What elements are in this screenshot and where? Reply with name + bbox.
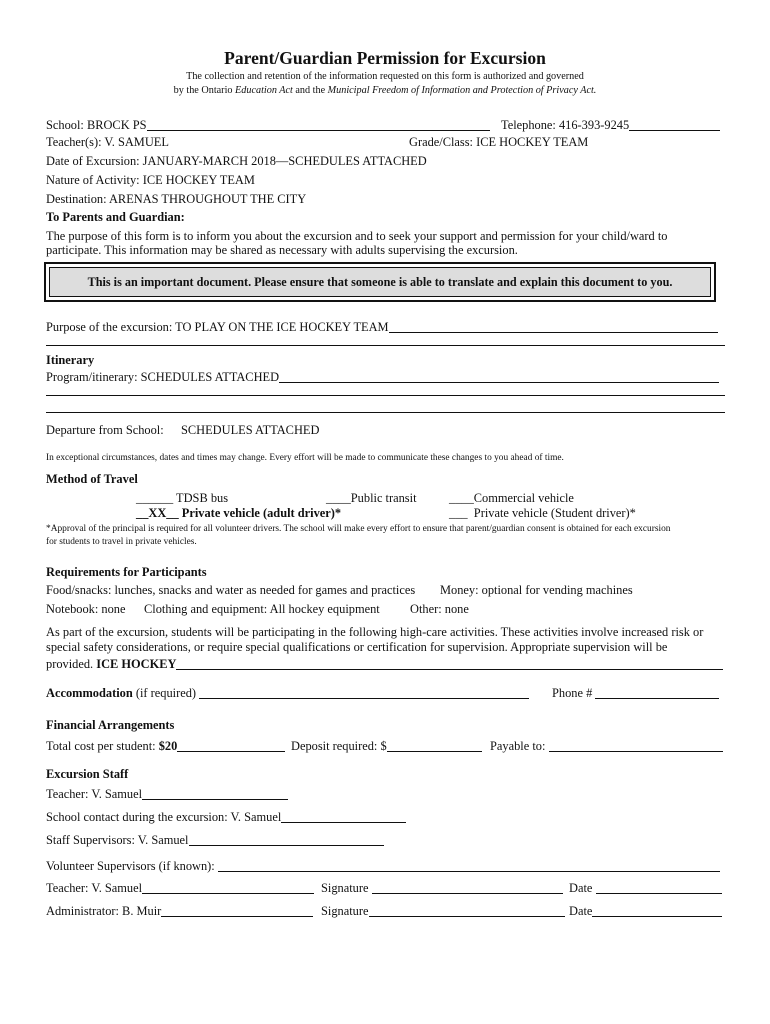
accommodation-suffix: (if required) [132,686,197,700]
money-field: Money: optional for vending machines [440,583,633,597]
approval-note-1: *Approval of the principal is required for all volunteer drivers. The school will make every effort to ensure that parent/guardian consent is obtained for each excursion [46,524,671,534]
form-title: Parent/Guardian Permission for Excursion [224,48,546,68]
important-notice: This is an important document. Please ensure that someone is able to translate and explain this document to you. [49,267,711,297]
private-adult-option[interactable] [136,506,341,521]
high-care-activity: ICE HOCKEY [96,657,177,671]
teacher-date-line [596,881,722,894]
important-notice-box [44,262,716,302]
date-label: Date [569,881,593,895]
staff-heading: Excursion Staff [46,767,129,781]
tdsb-bus-option[interactable] [136,491,228,506]
total-cost-value: $20 [158,739,178,753]
staff-teacher-field[interactable] [46,785,288,802]
volunteer-label: Volunteer Supervisors (if known): [46,859,215,873]
admin-date-field[interactable] [569,902,722,919]
sign-teacher-label: Teacher: V. Samuel [46,881,143,895]
intro-line-1: The collection and retention of the information requested on this form is authorized and governed [186,71,584,82]
payable-field[interactable] [490,737,723,754]
total-cost-line [177,739,285,752]
commercial-label: Commercial vehicle [473,491,574,505]
purpose-text-2: participate. This information may be shared as necessary with adults supervising the excursion. [46,243,518,257]
destination-field: Destination: ARENAS THROUGHOUT THE CITY [46,192,307,206]
blank-line [46,345,725,346]
nature-field: Nature of Activity: ICE HOCKEY TEAM [46,173,255,187]
school-label: School: BROCK PS [46,118,147,132]
parents-heading: To Parents and Guardian: [46,210,185,224]
total-cost-label: Total cost per student: [46,739,159,753]
tdsb-label: TDSB bus [173,491,229,505]
staff-supervisors-line [189,833,384,846]
tdsb-blank: ______ [136,491,174,505]
intro-text: by the Ontario [173,85,236,96]
total-cost-field[interactable] [46,737,285,754]
staff-teacher-line [142,787,288,800]
intro-line-2 [0,85,770,96]
food-field: Food/snacks: lunches, snacks and water as needed for games and practices [46,583,416,597]
blank-line [46,412,725,413]
staff-supervisors-label: Staff Supervisors: V. Samuel [46,833,189,847]
public-transit-option[interactable] [326,491,417,506]
intro-text: and the [292,85,328,96]
teacher-signature-field[interactable] [321,879,563,896]
itinerary-heading: Itinerary [46,353,95,367]
private-student-blank: ___ [449,506,468,520]
privacy-act: Municipal Freedom of Information and Protection of Privacy Act. [327,85,597,96]
departure-label: Departure from School: [46,423,164,437]
deposit-label: Deposit required: $ [291,739,387,753]
accommodation-line [199,686,529,699]
blank-line [46,395,725,396]
high-care-field[interactable] [46,655,723,672]
departure-value: SCHEDULES ATTACHED [181,423,320,437]
school-field[interactable] [46,116,490,133]
purpose-excursion-field[interactable] [46,318,718,335]
teacher-field: Teacher(s): V. SAMUEL [46,135,169,149]
high-care-text-2: special safety considerations, or require special qualifications or certification for supervision. Appropriate supervision will be [46,640,668,654]
school-contact-label: School contact during the excursion: V. Samuel [46,810,282,824]
commercial-blank: ____ [449,491,474,505]
telephone-line [629,118,720,131]
payable-line [549,739,723,752]
phone-line [595,686,719,699]
public-blank: ____ [326,491,351,505]
high-care-line [176,657,723,670]
staff-teacher-label: Teacher: V. Samuel [46,787,143,801]
signature-label: Signature [321,881,369,895]
commercial-option[interactable] [449,491,574,506]
high-care-text-1: As part of the excursion, students will be participating in the following high-care activities. These activities involve increased risk or [46,625,704,639]
teacher-date-field[interactable] [569,879,722,896]
admin-signature-field[interactable] [321,902,565,919]
notebook-field: Notebook: none [46,602,126,616]
public-label: Public transit [350,491,417,505]
exceptional-note: In exceptional circumstances, dates and times may change. Every effort will be made to communicate these changes to you ahead of time. [46,453,564,463]
travel-heading: Method of Travel [46,472,138,486]
staff-supervisors-field[interactable] [46,831,384,848]
volunteer-line [218,859,720,872]
approval-note-2: for students to travel in private vehicles. [46,537,197,547]
sign-admin-field[interactable] [46,902,313,919]
private-adult-label: Private vehicle (adult driver)* [178,506,342,520]
requirements-heading: Requirements for Participants [46,565,207,579]
school-contact-line [281,810,406,823]
school-contact-field[interactable] [46,808,406,825]
phone-field[interactable] [552,684,719,701]
deposit-field[interactable] [291,737,482,754]
teacher-signature-line [372,881,563,894]
accommodation-field[interactable] [46,684,529,701]
volunteer-field[interactable] [46,857,720,874]
admin-signature-line [369,904,565,917]
sign-admin-label: Administrator: B. Muir [46,904,162,918]
payable-label: Payable to: [490,739,546,753]
sign-teacher-line [142,881,314,894]
purpose-text-1: The purpose of this form is to inform you about the excursion and to seek your support and permission for your child/ward to [46,229,668,243]
accommodation-label: Accommodation [46,686,133,700]
purpose-excursion-label: Purpose of the excursion: TO PLAY ON THE ICE HOCKEY TEAM [46,320,389,334]
private-adult-mark: __XX__ [136,506,179,520]
other-field: Other: none [410,602,469,616]
private-student-label: Private vehicle (Student driver)* [473,506,636,520]
grade-field: Grade/Class: ICE HOCKEY TEAM [409,135,589,149]
clothing-field: Clothing and equipment: All hockey equipment [144,602,380,616]
high-care-text-3: provided. [46,657,97,671]
telephone-field[interactable] [501,116,720,133]
phone-label: Phone # [552,686,593,700]
school-line [147,118,490,131]
date-field: Date of Excursion: JANUARY-MARCH 2018—SCHEDULES ATTACHED [46,154,427,168]
program-field[interactable] [46,368,719,385]
telephone-label: Telephone: 416-393-9245 [501,118,630,132]
sign-teacher-field[interactable] [46,879,314,896]
financial-heading: Financial Arrangements [46,718,175,732]
education-act: Education Act [235,85,293,96]
purpose-line [389,320,718,333]
sign-admin-line [161,904,313,917]
date-label: Date [569,904,593,918]
deposit-line [387,739,482,752]
program-label: Program/itinerary: SCHEDULES ATTACHED [46,370,280,384]
program-line [279,370,719,383]
private-student-option[interactable] [449,506,636,521]
admin-date-line [592,904,722,917]
signature-label: Signature [321,904,369,918]
